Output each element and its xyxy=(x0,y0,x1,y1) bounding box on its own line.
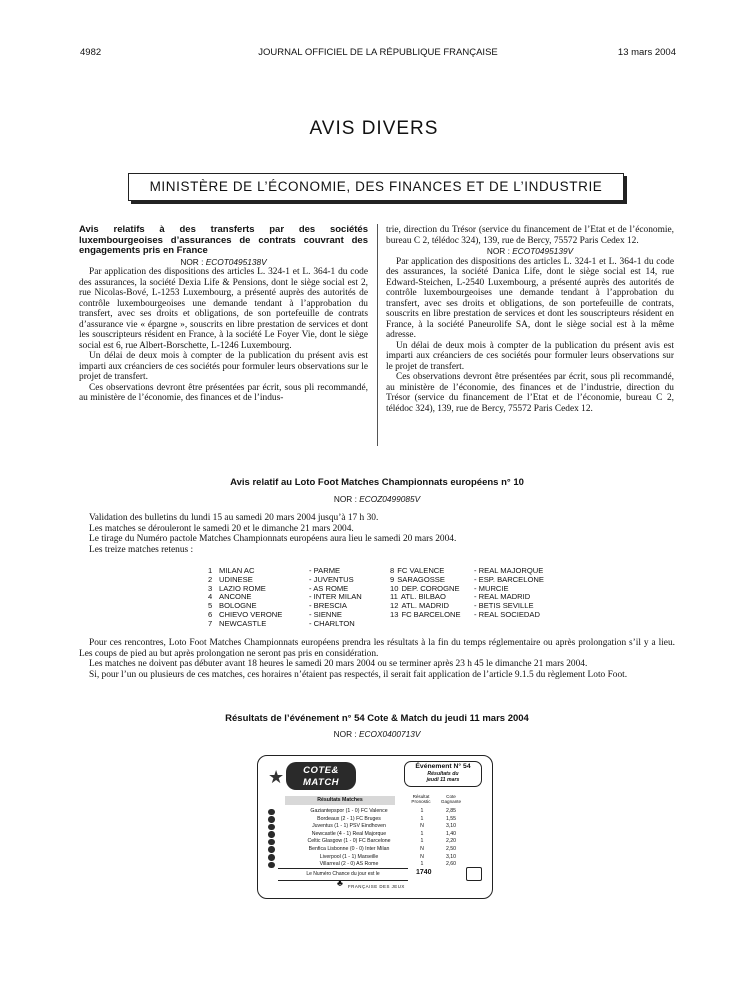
match-cell: - INTER MILAN xyxy=(309,592,362,602)
section-title: AVIS DIVERS xyxy=(309,118,439,139)
ticket-cell: 1,40 xyxy=(445,830,457,837)
ticket-cell: Gaziantepspor (1 - 0) FC Valence xyxy=(310,808,388,814)
loto-section xyxy=(79,478,675,556)
logo-line: COTE& xyxy=(303,765,339,776)
ticket-row xyxy=(268,816,482,824)
loto-title: Avis relatif au Loto Foot Matches Championnats européens n° 10 xyxy=(230,477,524,488)
event-subtitle: jeudi 11 mars xyxy=(426,777,460,783)
ticket-cell: N xyxy=(420,845,424,852)
ticket-rows xyxy=(268,808,482,869)
ball-icon xyxy=(268,839,275,846)
paragraph: Les matches ne doivent pas débuter avant 18 heures le samedi 20 mars 2004 ou se terminer après 23 h 45 le dimanche 21 mars 2004. xyxy=(89,659,588,670)
match-cell xyxy=(390,611,461,620)
paragraph: Pour ces rencontres, Loto Foot Matches Championnats européens prendra les résultats à la fin du temps réglementaire ou après prolongation s’il y a lieu. Les coups de pied au but après prolongation ne seront pas pris en considération. xyxy=(79,638,675,659)
match-team: SARAGOSSE xyxy=(397,574,445,584)
match-cell: - REAL MAJORQUE xyxy=(474,566,544,575)
left-column xyxy=(79,225,368,404)
ticket-cell: Liverpool (1 - 1) Marseille xyxy=(319,853,379,860)
page-header xyxy=(80,47,676,61)
nor-reference xyxy=(79,729,675,739)
nor-label: NOR : xyxy=(180,256,204,267)
ticket-footer: Le Numéro Chance du jour est le xyxy=(278,868,408,881)
ball-icon xyxy=(268,854,275,861)
ticket-row xyxy=(268,838,482,846)
match-cell: 7 xyxy=(208,618,213,628)
ticket-cell: 2,85 xyxy=(445,808,457,814)
match-cell: ANCONE xyxy=(219,592,252,602)
ticket-row xyxy=(268,823,482,831)
chance-number: 1740 xyxy=(416,869,432,876)
match-cell: - BRESCIA xyxy=(309,601,347,611)
match-cell: NEWCASTLE xyxy=(219,618,267,628)
paragraph: Un délai de deux mois à compter de la publication du présent avis est imparti aux créanciers de ces sociétés pour formuler leurs observations sur le projet de transfert. xyxy=(79,351,368,382)
paragraph-continuation: trie, direction du Trésor (service du financement de l’Etat et de l’économie, bureau C 2, télédoc 324), 139, rue de Bercy, 75572 Paris Cedex 12. xyxy=(386,225,674,246)
paragraph: Les treize matches retenus : xyxy=(89,544,194,555)
ticket-cell: Newcastle (4 - 1) Real Majorque xyxy=(311,830,387,837)
paragraph: Ces observations devront être présentées par écrit, sous pli recommandé, au ministère de l’économie, des finances et de l’industrie, direction du Trésor (service du financement de l’Etat et de l’économie, bureau C 2, télédoc 324), 139, rue de Bercy, 75572 Paris Cedex 12. xyxy=(386,372,674,414)
ticket-row xyxy=(268,831,482,839)
match-cell: MILAN AC xyxy=(219,566,255,575)
ball-icon xyxy=(268,846,275,853)
nor-code: ECOT0495139V xyxy=(512,246,574,256)
match-cell: 3 xyxy=(208,583,213,593)
match-number: 12 xyxy=(390,601,399,611)
match-cell: - BETIS SEVILLE xyxy=(474,601,534,611)
event-box xyxy=(404,761,482,787)
match-number: 8 xyxy=(390,566,395,575)
ticket-cell: 1 xyxy=(420,808,424,814)
match-cell: CHIEVO VERONE xyxy=(219,609,283,619)
match-cell: - AS ROME xyxy=(309,583,349,593)
checkbox-icon xyxy=(466,867,482,881)
match-cell: - CHARLTON xyxy=(309,618,355,628)
column-divider xyxy=(377,224,378,446)
match-team: FC VALENCE xyxy=(397,566,445,575)
nor-code: ECOX0400713V xyxy=(359,729,421,739)
ticket-cell: Celtic Glasgow (1 - 0) FC Barcelone xyxy=(307,838,391,845)
event-subtitle: Résultats du xyxy=(427,771,459,777)
match-cell: - ESP. BARCELONE xyxy=(474,574,544,584)
ticket-row xyxy=(268,854,482,862)
results-title: Résultats de l’événement n° 54 Cote & Match du jeudi 11 mars 2004 xyxy=(225,713,529,724)
nor-reference xyxy=(79,494,675,505)
ticket-cell: 2,50 xyxy=(445,845,457,852)
ball-icon xyxy=(268,824,275,831)
match-team: FC BARCELONE xyxy=(401,609,461,619)
match-cell: 6 xyxy=(208,609,213,619)
match-cell: - JUVENTUS xyxy=(309,574,354,584)
match-team: ATL. BILBAO xyxy=(400,592,446,602)
match-cell: - PARME xyxy=(309,566,341,575)
match-cell: - REAL MADRID xyxy=(474,592,531,602)
match-cell: 4 xyxy=(208,592,213,602)
ticket-cell: 1 xyxy=(420,830,424,837)
nor-label: NOR : xyxy=(333,493,357,504)
brand-text: FRANÇAISE DES JEUX xyxy=(348,884,405,889)
ticket-cell: 1 xyxy=(420,815,424,822)
loto-rules xyxy=(79,638,675,680)
nor-code: ECOZ0499085V xyxy=(359,493,421,504)
nor-label: NOR : xyxy=(486,246,510,256)
paragraph: Par application des dispositions des articles L. 324-1 et L. 364-1 du code des assurances, la société Dexia Life & Pensions, dont le siège social est 2, rue Nicolas-Bové, L-1253 Luxembourg, a présenté auprès des autorités de contrôle luxembourgeoises une demande tendant à l’approbation du transfert, avec ses droits et obligations, de son portefeuille de contrats d’assurance vie « épargne », souscrits en libre prestation de services et dont les souscripteurs résident en France, à la société Le Foyer Vie, dont le siège social est 6, rue Albert-Borschette, L-1246 Luxembourg. xyxy=(79,267,368,351)
match-number: 13 xyxy=(390,609,399,619)
nor-label: NOR : xyxy=(333,729,357,739)
ticket-cell: Juventus (1 - 1) PSV Eindhoven xyxy=(312,823,386,830)
ticket-cell: N xyxy=(420,823,424,830)
match-cell: BOLOGNE xyxy=(219,601,257,611)
match-cell xyxy=(390,620,393,629)
ticket-column-header: Cote Gagnante xyxy=(440,794,462,804)
paragraph: Ces observations devront être présentées par écrit, sous pli recommandé, au ministère de l’économie, des finances et de l’indus- xyxy=(79,382,368,403)
ticket-cell: 2,60 xyxy=(445,861,457,868)
match-number: 9 xyxy=(390,574,395,584)
ticket-cell: 3,10 xyxy=(445,853,457,860)
ticket-row xyxy=(268,846,482,854)
ticket-cell: Bordeaux (2 - 1) FC Bruges xyxy=(317,815,381,822)
paragraph: Les matches se dérouleront le samedi 20 et le dimanche 21 mars 2004. xyxy=(89,523,354,534)
ball-icon xyxy=(268,831,275,838)
match-cell: - REAL SOCIEDAD xyxy=(474,609,540,619)
cote-match-logo xyxy=(286,762,356,790)
results-ticket xyxy=(257,755,493,899)
paragraph: Validation des bulletins du lundi 15 au samedi 20 mars 2004 jusqu’à 17 h 30. xyxy=(89,513,379,524)
ticket-column-header: Résultat Pronostic xyxy=(411,794,431,804)
matches-list xyxy=(200,567,560,629)
ticket-cell: 1,55 xyxy=(445,815,457,822)
clover-icon: ♣ xyxy=(337,878,343,888)
match-number: 10 xyxy=(390,583,399,593)
match-team: DEP. COROGNE xyxy=(401,583,460,593)
match-cell: - SIENNE xyxy=(309,609,342,619)
logo-line: MATCH xyxy=(302,777,340,788)
nor-reference xyxy=(79,257,368,268)
right-column xyxy=(386,225,674,414)
ticket-row xyxy=(268,808,482,816)
ticket-cell: Villarreal (2 - 0) AS Rome xyxy=(319,861,379,868)
page-number: 4982 xyxy=(80,47,102,58)
match-row xyxy=(200,620,560,629)
journal-title: JOURNAL OFFICIEL DE LA RÉPUBLIQUE FRANÇAISE xyxy=(258,47,498,58)
event-title: Événement N° 54 xyxy=(415,763,471,770)
ball-icon xyxy=(268,816,275,823)
ticket-cell: 3,10 xyxy=(445,823,457,830)
paragraph: Si, pour l’un ou plusieurs de ces matches, ces horaires n’étaient pas respectés, il serait fait application de l’article 9.1.5 du règlement Loto Foot. xyxy=(89,669,628,680)
paragraph: Par application des dispositions des articles L. 324-1 et L. 364-1 du code des assurances, la société Danica Life, dont le siège social est 14, rue Edward-Steichen, L-2540 Luxembourg, a présenté auprès des autorités de contrôle luxembourgeoises une demande tendant à l’approbation du transfert, avec ses droits et obligations, de son portefeuille de contrats, souscrits en libre prestation de services et dont les souscripteurs résident en France, à la société Paneurolife SA, dont le siège social est à la même adresse. xyxy=(386,256,674,340)
ball-icon xyxy=(268,809,275,816)
match-number: 11 xyxy=(390,592,398,602)
match-cell: LAZIO ROME xyxy=(219,583,266,593)
ticket-cell: 1 xyxy=(420,838,424,845)
issue-date: 13 mars 2004 xyxy=(617,47,676,58)
ticket-cell: Benfica Lisbonne (0 - 0) Inter Milan xyxy=(308,845,390,852)
match-cell: 1 xyxy=(208,566,213,575)
paragraph: Un délai de deux mois à compter de la publication du présent avis est imparti aux créanciers de ces sociétés pour formuler leurs observations sur le projet de transfert. xyxy=(386,340,674,372)
match-team: ATL. MADRID xyxy=(401,601,449,611)
ticket-column-header: Résultats Matches xyxy=(285,796,395,805)
match-cell: 2 xyxy=(208,574,213,584)
nor-code: ECOT0495138V xyxy=(205,256,267,267)
match-cell: - MURCIE xyxy=(474,583,509,593)
ball-icon xyxy=(268,862,275,869)
results-section xyxy=(79,713,675,739)
ministry-banner: MINISTÈRE DE L’ÉCONOMIE, DES FINANCES ET DE L’INDUSTRIE xyxy=(128,173,624,201)
article-title: Avis relatifs à des transferts par des sociétés luxembourgeoises d’assurances de contrats couvrant des engagements pris en France xyxy=(79,224,368,256)
nor-reference xyxy=(386,246,674,257)
star-icon: ★ xyxy=(268,767,285,787)
ticket-cell: 2,20 xyxy=(445,838,457,845)
ticket-cell: N xyxy=(420,853,424,860)
match-cell: UDINESE xyxy=(219,574,253,584)
paragraph: Le tirage du Numéro pactole Matches Championnats européens aura lieu le samedi 20 mars 2004. xyxy=(89,534,457,545)
ticket-cell: 1 xyxy=(420,861,424,868)
match-cell: 5 xyxy=(208,601,213,611)
